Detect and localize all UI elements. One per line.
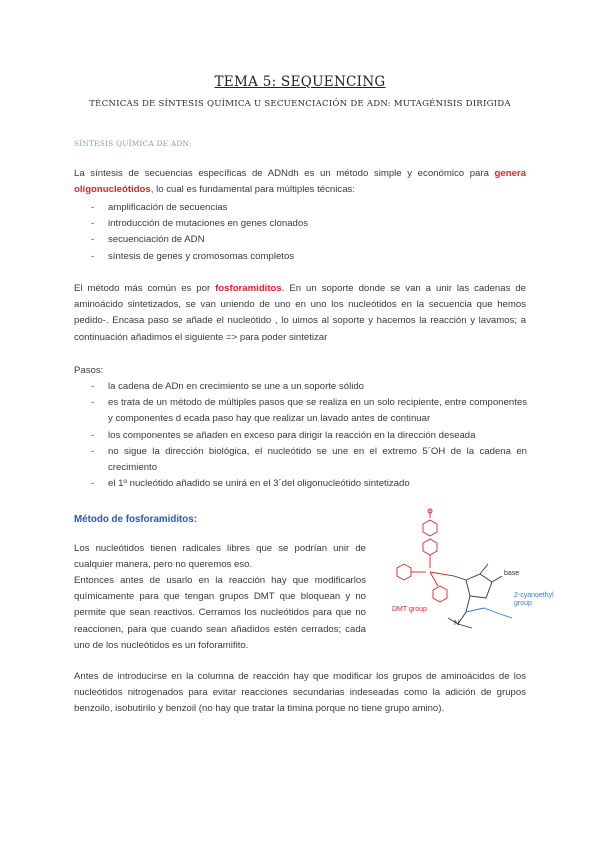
dmt-group-label: DMT group — [392, 606, 427, 613]
cyanoethyl-bond-1 — [466, 608, 484, 612]
list-item: - introducción de mutaciones en genes clonados — [91, 216, 527, 232]
dmt-group-drawing — [397, 509, 454, 602]
phosphoramidite-paragraph-2: Entonces antes de usarlo en la reacción hay que modificarlos químicamente para que tengan grupos DMT que bloquean y no permite que sean reactivos. Cerramos los nucleótidos para que no reaccionen, para que cuando sean añadidos estén cerrados; cada uno de los nucleótidos es un foforamifito. — [74, 575, 366, 651]
uses-list — [91, 200, 527, 265]
cyanoethyl-bond-2 — [484, 608, 500, 614]
list-item: - es trata de un método de múltiples pasos que se realiza en un solo recipiente, entre componentes y componentes d ecada paso hay que realizar un lavado antes de continuar — [91, 395, 527, 427]
cyanoethyl-group-label: 2-cyanoethyl group — [514, 592, 554, 607]
intro-paragraph — [74, 166, 526, 198]
c5-bond — [454, 576, 466, 580]
method-text-before: El método más común es por — [74, 283, 216, 294]
list-item: - amplificación de secuencias — [91, 200, 527, 216]
phosphoramidite-structure-figure — [392, 508, 556, 632]
intro-text-after: , lo cual es fundamental para múltiples técnicas: — [150, 184, 355, 196]
cyanoethyl-bond-3 — [500, 614, 512, 618]
isopropyl-right — [458, 624, 472, 628]
method-highlight: fosforamiditos — [215, 283, 282, 294]
nitrogen-label: N — [454, 620, 460, 627]
aryl-ring-top — [423, 520, 437, 536]
p-oxygen-bond — [466, 596, 470, 612]
sugar-ring — [466, 574, 492, 598]
lower-ring-bond — [430, 572, 438, 586]
dmt-oxygen-bond — [430, 572, 454, 576]
intro-highlight: genera oligonucleótidos — [74, 168, 526, 196]
page-subtitle: TÉCNICAS DE SÍNTESIS QUÍMICA U SECUENCIACIÓN DE ADN: MUTAGÉNISIS DIRIGIDA — [89, 99, 511, 109]
c4-bond — [480, 564, 488, 574]
sugar-drawing — [448, 564, 502, 628]
list-item: - la cadena de ADn en crecimiento se une a un soporte sólido — [91, 379, 527, 395]
p-n-bond — [458, 612, 466, 624]
list-item: - síntesis de genes y cromosomas completos — [91, 249, 527, 265]
base-label: base — [504, 570, 520, 577]
base-bond — [492, 576, 502, 582]
steps-list — [91, 379, 527, 492]
aryl-ring-mid — [423, 539, 437, 555]
intro-text-before: La síntesis de secuencias específicas de ADNdh es un método simple y económico para — [74, 168, 495, 179]
phosphoramidite-heading: Método de fosforamiditos: — [74, 514, 198, 525]
aryl-ring-left — [397, 564, 411, 580]
page-title: TEMA 5: SEQUENCING — [214, 74, 386, 90]
list-item: - el 1º nucleótido añadido se unirá en el 3´del oligonucleótido sintetizado — [91, 476, 527, 492]
aryl-ring-lower — [433, 586, 447, 602]
method-text-after: . En un soporte donde se van a unir las cadenas de aminoácido sintetizados, se van uniendo de uno en uno los nucleótidos en la secuencia que hemos pedido-. Encasa paso se añade el nucleótido , lo uimos al soporte y hacemos la reacción y lavamos; a continuación añadimos el siguiente => para poder sintetizar — [74, 283, 526, 343]
final-paragraph: Antes de introducirse en la columna de reacción hay que modificar los grupos de aminoácidos de los nucleótidos nitrogenados para evitar reacciones secundarias indeseadas como la adición de grupos benzoilo, isobutirilo y benzoil (no hay que tratar la timina porque no tiene grupo amino). — [74, 671, 526, 715]
method-paragraph — [74, 281, 526, 346]
cyanoethyl-drawing — [466, 608, 512, 618]
list-item: - no sigue la dirección biológica, el nucleótido se une en el extremo 5´OH de la cadena en crecimiento — [91, 444, 527, 476]
list-item: - secuenciación de ADN — [91, 232, 527, 248]
phosphoramidite-paragraph-1: Los nucleótidos tienen radicales libres que se podrían unir de cualquier manera, pero no queremos eso. — [74, 543, 366, 571]
list-item: - los componentes se añaden en exceso para dirigir la reacción en la dirección deseada — [91, 428, 527, 444]
steps-label: Pasos: — [74, 365, 104, 376]
section-label: SÍNTESIS QUÍMICA DE ADN: — [74, 139, 192, 148]
